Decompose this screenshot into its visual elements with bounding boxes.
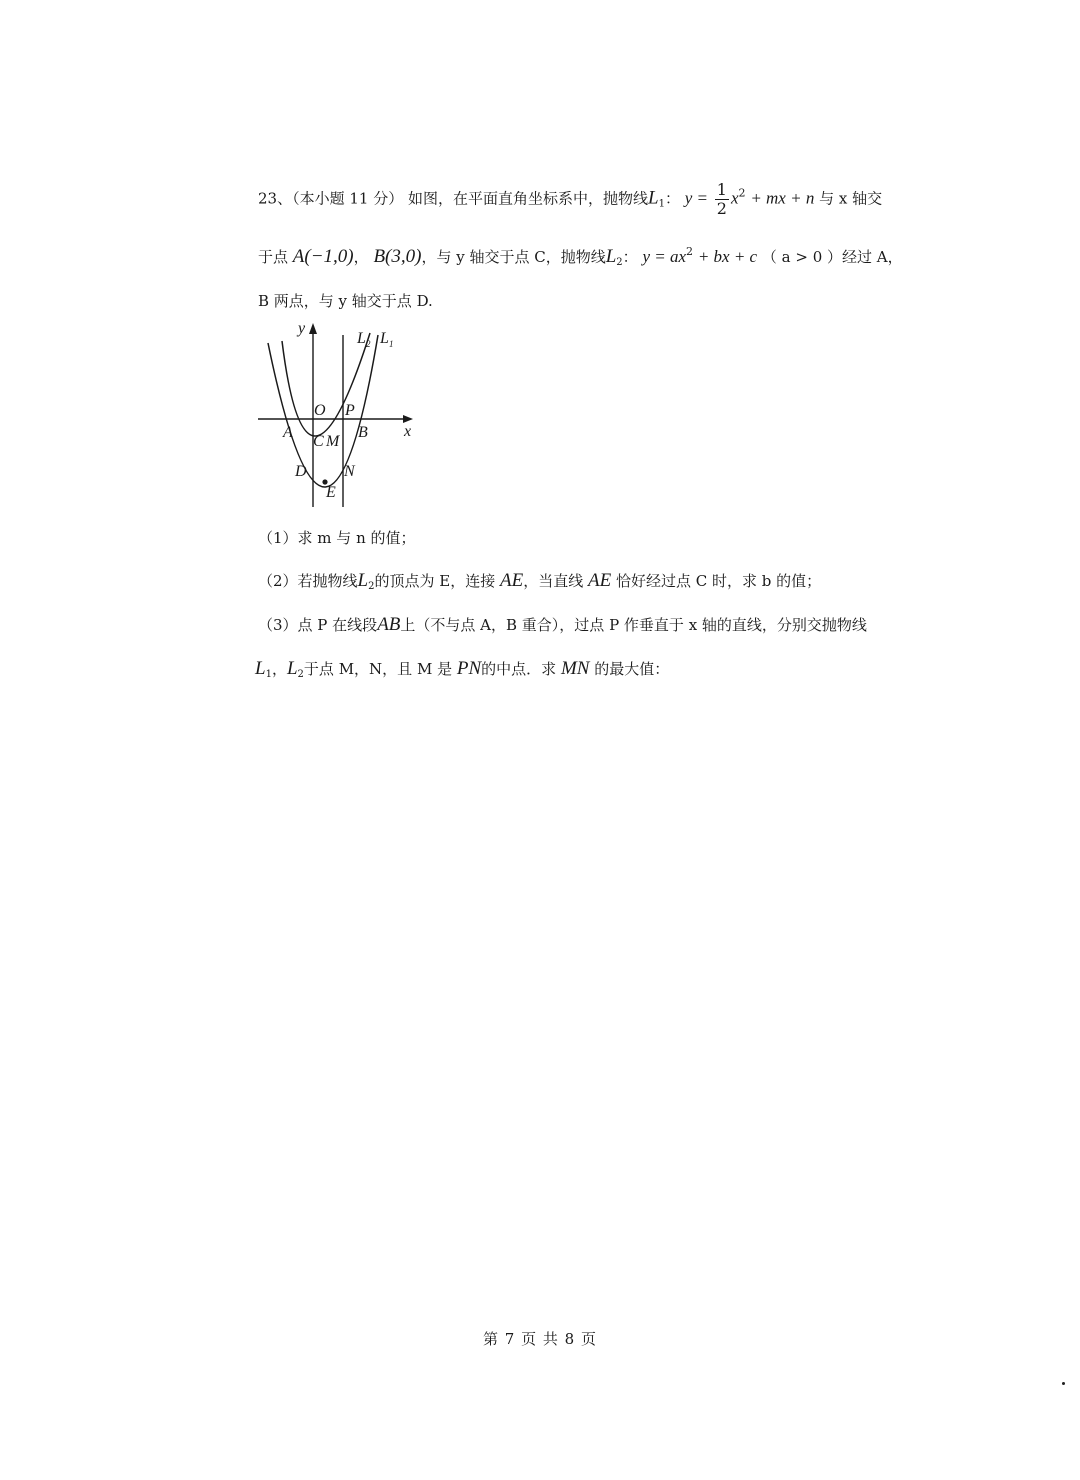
label-n: N bbox=[344, 463, 355, 480]
label-m: M bbox=[326, 433, 340, 450]
part-2-mid2: ，当直线 bbox=[523, 572, 584, 590]
part-2-ae: AE bbox=[500, 570, 524, 591]
equation-2: y = ax bbox=[642, 247, 687, 266]
label-l2: L bbox=[357, 330, 366, 347]
label-c: C bbox=[313, 433, 324, 450]
label-b: B bbox=[358, 424, 368, 441]
label-d: D bbox=[295, 463, 307, 480]
l2-subscript: 2 bbox=[616, 257, 623, 268]
part-3-comma: ， bbox=[271, 660, 287, 678]
part-3-final: 的最大值： bbox=[594, 660, 670, 678]
part-2-start: （2）若抛物线 bbox=[258, 572, 358, 590]
line-2-start: 于点 bbox=[258, 248, 289, 266]
square-exponent-2: 2 bbox=[686, 245, 694, 258]
label-a: A bbox=[283, 424, 293, 441]
parabola-figure bbox=[250, 315, 430, 515]
part-3-l1-sub: 1 bbox=[265, 669, 272, 680]
part-3-start: （3）点 P 在线段 bbox=[258, 616, 378, 634]
part-1-text: （1）求 m 与 n 的值； bbox=[258, 529, 416, 547]
parabola-l1 bbox=[282, 333, 370, 436]
part-3-l1: L bbox=[255, 658, 266, 679]
x-axis-arrow bbox=[403, 415, 413, 423]
y-equals: y = bbox=[684, 188, 709, 208]
part-3-pn: PN bbox=[456, 658, 482, 679]
page-footer: 第 7 页 共 8 页 bbox=[483, 1330, 597, 1348]
colon-2: ： bbox=[622, 248, 638, 266]
fraction-denominator: 2 bbox=[716, 199, 727, 218]
l1-subscript: 1 bbox=[658, 198, 665, 210]
part-2-l2-sub: 2 bbox=[368, 581, 375, 592]
question-line-2 bbox=[258, 246, 903, 268]
part-3-l2: L bbox=[286, 658, 298, 679]
equation-2-rest: + bx + c bbox=[697, 247, 758, 266]
part-3-mn: MN bbox=[560, 658, 590, 679]
fraction-numerator: 1 bbox=[716, 180, 727, 199]
part-1 bbox=[258, 527, 416, 548]
part-2-ae-2: AE bbox=[588, 570, 612, 591]
colon: ： bbox=[664, 189, 680, 208]
equation-rest: + mx + n bbox=[750, 188, 815, 208]
fraction-half bbox=[715, 182, 729, 217]
point-b: B(3,0) bbox=[373, 246, 422, 267]
part-3-end: 上（不与点 A，B 重合），过点 P 作垂直于 x 轴的直线，分别交抛物线 bbox=[400, 616, 867, 634]
l1-symbol: L bbox=[647, 187, 659, 209]
part-2-end: 恰好经过点 C 时，求 b 的值； bbox=[616, 572, 822, 590]
label-e: E bbox=[326, 484, 336, 501]
label-l2-sub: 2 bbox=[366, 339, 371, 349]
label-x: x bbox=[404, 423, 412, 440]
label-p: P bbox=[345, 402, 355, 419]
part-3-continued bbox=[255, 658, 669, 680]
comma: ， bbox=[353, 248, 369, 266]
label-o: O bbox=[314, 402, 326, 419]
scan-speck bbox=[1062, 1382, 1065, 1385]
y-axis-arrow bbox=[309, 323, 317, 334]
part-3 bbox=[258, 614, 867, 636]
part-2-mid: 的顶点为 E，连接 bbox=[374, 572, 496, 590]
part-3-mid2: 的中点．求 bbox=[481, 660, 557, 678]
question-line-1-tail: 与 x 轴交 bbox=[819, 189, 883, 208]
label-y: y bbox=[298, 320, 306, 337]
part-2-l2: L bbox=[357, 570, 369, 591]
question-intro: 23、（本小题 11 分） 如图，在平面直角坐标系中，抛物线 bbox=[258, 189, 648, 208]
part-2 bbox=[258, 570, 821, 592]
question-line-3 bbox=[258, 290, 433, 311]
part-3-l2-sub: 2 bbox=[297, 669, 304, 680]
line-2-middle: ，与 y 轴交于点 C，抛物线 bbox=[421, 248, 606, 266]
question-line-1 bbox=[258, 182, 882, 217]
square-exponent: 2 bbox=[738, 186, 746, 200]
part-3-mid: 于点 M，N，且 M 是 bbox=[303, 660, 453, 678]
l2-symbol: L bbox=[605, 246, 617, 267]
condition: （ a > 0 ）经过 A， bbox=[761, 248, 903, 266]
part-3-ab: AB bbox=[377, 614, 401, 635]
x-variable: x bbox=[730, 188, 739, 208]
line-3-text: B 两点，与 y 轴交于点 D. bbox=[258, 292, 433, 310]
point-a: A(−1,0) bbox=[292, 246, 354, 267]
label-l1: L bbox=[380, 330, 389, 347]
label-l1-sub: 1 bbox=[389, 339, 394, 349]
